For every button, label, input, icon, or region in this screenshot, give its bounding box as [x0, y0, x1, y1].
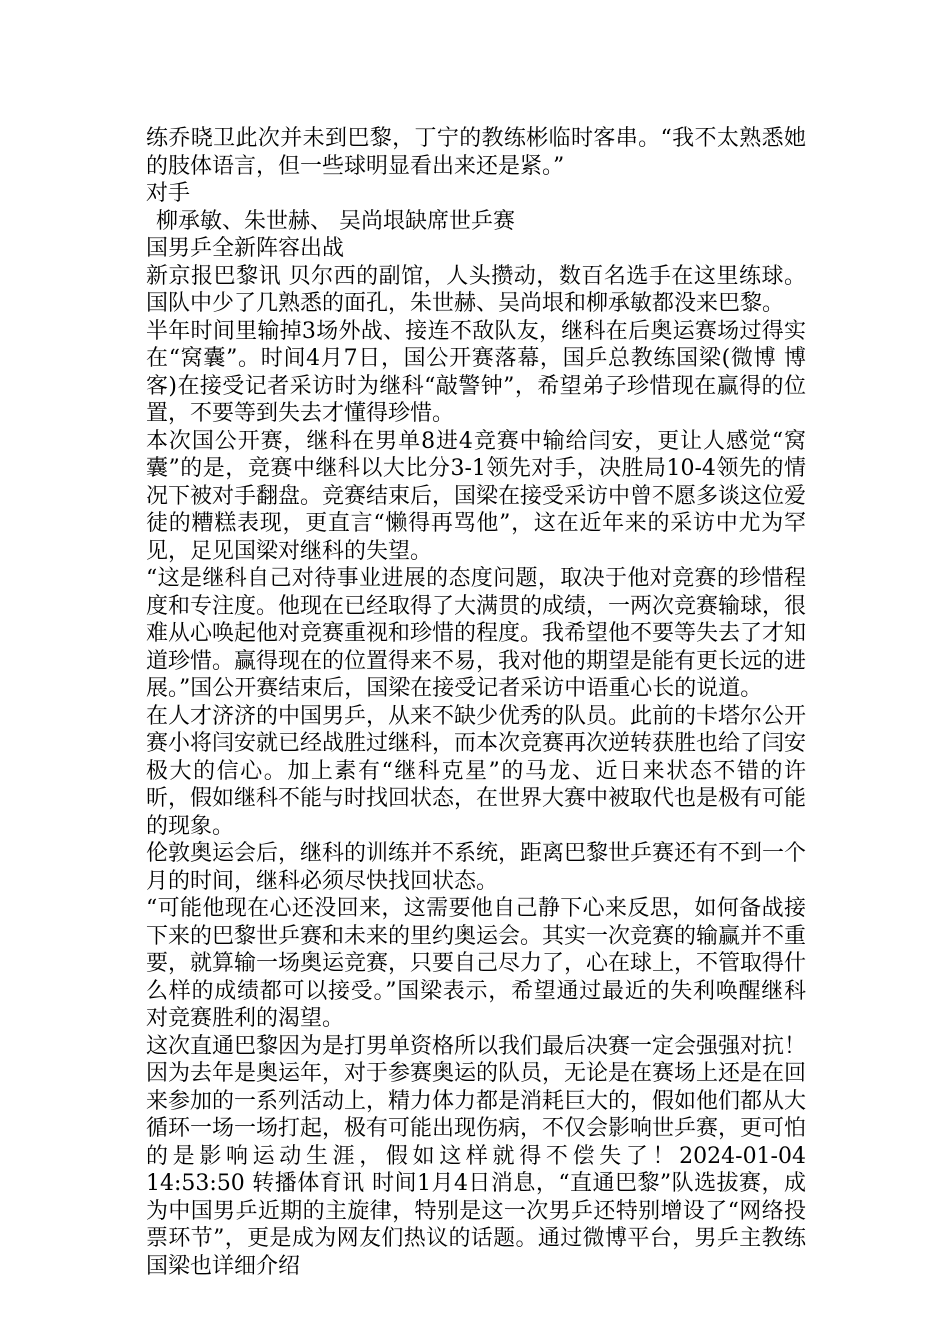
paragraph: “可能他现在心还没回来，这需要他自己静下心来反思，如何备战接下来的巴黎世乒赛和未来的里约奥运会。其实一次竞赛的输赢并不重要，就算输一场奥运竞赛，只要自己尽力了，心在球上，不管取得什么样的成绩都可以接受。”国梁表示，希望通过最近的失利唤醒继科对竞赛胜利的渴望。	[146, 896, 807, 1031]
paragraph: 练乔晓卫此次并未到巴黎，丁宁的教练彬临时客串。“我不太熟悉她的肢体语言，但一些球明显看出来还是紧。”	[146, 126, 806, 179]
paragraph: 本次国公开赛，继科在男单8进4竞赛中输给闫安，更让人感觉“窝囊”的是，竞赛中继科以大比分3-1领先对手，决胜局10-4领先的情况下被对手翻盘。竞赛结束后，国梁在接受采访中曾不愿多谈这位爱徒的糟糕表现，更直言“懒得再骂他”，这在近年来的采访中尤为罕见，足见国梁对继科的失望。	[146, 428, 807, 564]
paragraph: “这是继科自己对待事业进展的态度问题，取决于他对竞赛的珍惜程度和专注度。他现在已经取得了大满贯的成绩，一两次竞赛输球，很难从心唤起他对竞赛重视和珍惜的程度。我希望他不要等失去了才知道珍惜。赢得现在的位置得来不易，我对他的期望是能有更长远的进展。”国公开赛结束后，国梁在接受记者采访中语重心长的说道。	[146, 566, 807, 701]
paragraph: 在人才济济的中国男乒，从来不缺少优秀的队员。此前的卡塔尔公开赛小将闫安就已经战胜过继科，而本次竞赛再次逆转获胜也给了闫安极大的信心。加上素有“继科克星”的马龙、近日来状态不错的许昕，假如继科不能与时找回状态，在世界大赛中被取代也是极有可能的现象。	[146, 703, 807, 839]
paragraph: 这次直通巴黎因为是打男单资格所以我们最后决赛一定会强强对抗！因为去年是奥运年，对于参赛奥运的队员，无论是在赛场上还是在回来参加的一系列活动上，精力体力都是消耗巨大的，假如他们都从大循环一场一场打起，极有可能出现伤病，不仅会影响世乒赛，更可怕的是影响运动生涯，假如这样就得不偿失了！2024-01-04 14:53:50 转播体育讯 时间1月4日消息，“直通巴黎”队选拔赛，成为中国男乒近期的主旋律，特别是这一次男乒还特别增设了“网络投票环节”，更是成为网友们热议的话题。通过微博平台，男乒主教练国梁也详细介绍	[146, 1033, 807, 1279]
paragraph: 伦敦奥运会后，继科的训练并不系统，距离巴黎世乒赛还有不到一个月的时间，继科必须尽快找回状态。	[146, 841, 807, 894]
article-subheadline: 国男乒全新阵容出战	[146, 236, 345, 261]
paragraph: 新京报巴黎讯 贝尔西的副馆，人头攒动，数百名选手在这里练球。国队中少了几熟悉的面孔，朱世赫、吴尚垠和柳承敏都没来巴黎。	[146, 263, 806, 316]
article-headline: 柳承敏、朱世赫、 吴尚垠缺席世乒赛	[156, 208, 515, 234]
paragraph: 半年时间里输掉3场外战、接连不敌队友，继科在后奥运赛场过得实在“窝囊”。时间4月7日，国公开赛落幕，国乒总教练国梁(微博 博客)在接受记者采访时为继科“敲警钟”，希望弟子珍惜现在赢得的位置，不要等到失去才懂得珍惜。	[146, 318, 806, 426]
section-heading: 对手	[146, 181, 191, 206]
document-page	[146, 125, 806, 1280]
